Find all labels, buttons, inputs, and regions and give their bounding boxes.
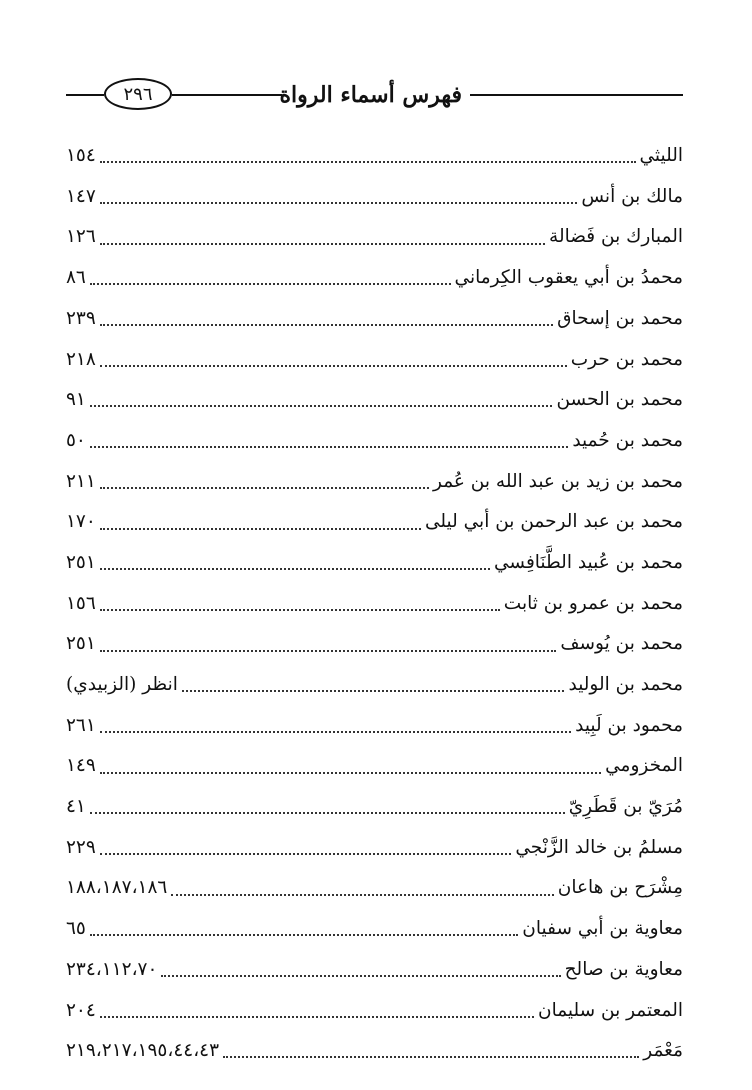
entry-pages: ١٥٤ — [66, 145, 96, 167]
dot-leader — [100, 202, 578, 204]
header-rule-left — [66, 94, 104, 96]
index-entry — [66, 909, 683, 950]
entry-pages: ٢١٩،٢١٧،١٩٥،٤٤،٤٣ — [66, 1040, 220, 1062]
entry-pages: ٢١١ — [66, 470, 96, 492]
index-entry — [66, 299, 683, 340]
entry-pages: ٢٥١ — [66, 551, 96, 573]
page-number-text: ٢٩٦ — [123, 83, 153, 105]
dot-leader — [100, 650, 557, 652]
entry-pages: ٤١ — [66, 796, 86, 818]
index-entry — [66, 380, 683, 421]
dot-leader — [100, 324, 553, 326]
index-entry — [66, 421, 683, 462]
dot-leader — [90, 405, 553, 407]
index-entry — [66, 990, 683, 1031]
entry-pages: ٢٣٤،١١٢،٧٠ — [66, 958, 158, 980]
dot-leader — [161, 975, 560, 977]
entry-name: محمد بن عبد الرحمن بن أبي ليلى — [424, 511, 683, 533]
entry-name: محمد بن زيد بن عبد الله بن عُمر — [432, 470, 683, 492]
entry-name: محمد بن الوليد — [568, 674, 683, 696]
index-entry — [66, 584, 683, 625]
index-entry — [66, 665, 683, 706]
entry-name: مالك بن أنس — [581, 185, 683, 207]
dot-leader — [90, 812, 565, 814]
entry-name: الليثي — [639, 145, 683, 167]
entry-pages: ١٧٠ — [66, 511, 96, 533]
entry-pages: ١٥٦ — [66, 592, 96, 614]
dot-leader — [100, 609, 500, 611]
entry-name: محمد بن حُميد — [572, 429, 683, 451]
dot-leader — [100, 1016, 534, 1018]
entry-name: المعتمر بن سليمان — [537, 999, 683, 1021]
index-entry — [66, 624, 683, 665]
entry-name: مسلمُ بن خالد الزَّنْجي — [515, 836, 683, 858]
dot-leader — [100, 243, 545, 245]
dot-leader — [90, 446, 568, 448]
entry-pages: ٢١٨ — [66, 348, 96, 370]
index-entry — [66, 950, 683, 991]
dot-leader — [223, 1056, 639, 1058]
entry-pages: ١٨٨،١٨٧،١٨٦ — [66, 877, 168, 899]
dot-leader — [100, 568, 490, 570]
index-entry — [66, 258, 683, 299]
entry-name: محمد بن يُوسف — [560, 633, 683, 655]
entry-name: محمدُ بن أبي يعقوب الكِرماني — [454, 267, 683, 289]
header-rule-right — [470, 94, 683, 96]
index-entry — [66, 339, 683, 380]
entry-pages: ٢٠٤ — [66, 999, 96, 1021]
entry-name: معاوية بن أبي سفيان — [522, 918, 683, 940]
dot-leader — [171, 894, 553, 896]
dot-leader — [100, 487, 429, 489]
index-entry — [66, 543, 683, 584]
dot-leader — [100, 528, 421, 530]
entry-name: مُرَيّ بن قَطَرِيّ — [568, 796, 683, 818]
index-entry — [66, 177, 683, 218]
entry-name: المخزومي — [605, 755, 683, 777]
entry-pages: ١٢٦ — [66, 226, 96, 248]
narrators-index-list — [66, 136, 683, 1072]
index-entry — [66, 502, 683, 543]
index-entry — [66, 217, 683, 258]
page-number — [104, 78, 172, 110]
entry-pages: ٢٣٩ — [66, 307, 96, 329]
entry-name: معاوية بن صالح — [564, 958, 683, 980]
entry-pages: ٦٥ — [66, 918, 86, 940]
entry-pages: ١٤٩ — [66, 755, 96, 777]
entry-name: محمد بن إسحاق — [557, 307, 683, 329]
entry-name: محمد بن عمرو بن ثابت — [503, 592, 683, 614]
index-entry — [66, 746, 683, 787]
entry-name: المبارك بن فَضالة — [549, 226, 683, 248]
entry-pages: ١٤٧ — [66, 185, 96, 207]
dot-leader — [100, 772, 601, 774]
index-entry — [66, 868, 683, 909]
entry-pages: ٩١ — [66, 389, 86, 411]
dot-leader — [182, 690, 565, 692]
entry-name: مِشْرَح بن هاعان — [557, 877, 683, 899]
entry-pages: ٥٠ — [66, 429, 86, 451]
dot-leader — [100, 731, 571, 733]
entry-name: محمد بن الحسن — [556, 389, 683, 411]
entry-name: محمد بن عُبيد الطَّنَافِسي — [494, 551, 683, 573]
index-entry — [66, 1031, 683, 1072]
entry-cross-reference: انظر (الزبيدي) — [66, 674, 178, 696]
dot-leader — [90, 283, 451, 285]
entry-name: محمود بن لَبِيد — [575, 714, 683, 736]
dot-leader — [100, 161, 636, 163]
index-entry — [66, 706, 683, 747]
dot-leader — [100, 853, 512, 855]
index-entry — [66, 462, 683, 503]
header-rule-middle — [172, 94, 282, 96]
entry-pages: ٨٦ — [66, 267, 86, 289]
dot-leader — [90, 934, 518, 936]
entry-name: مَعْمَر — [643, 1040, 683, 1062]
index-entry — [66, 787, 683, 828]
index-entry — [66, 136, 683, 177]
dot-leader — [100, 365, 567, 367]
index-entry — [66, 828, 683, 869]
page-header — [0, 0, 752, 140]
page-title: فهرس أسماء الرواة — [279, 82, 462, 108]
entry-pages: ٢٥١ — [66, 633, 96, 655]
entry-pages: ٢٦١ — [66, 714, 96, 736]
entry-name: محمد بن حرب — [570, 348, 683, 370]
entry-pages: ٢٢٩ — [66, 836, 96, 858]
